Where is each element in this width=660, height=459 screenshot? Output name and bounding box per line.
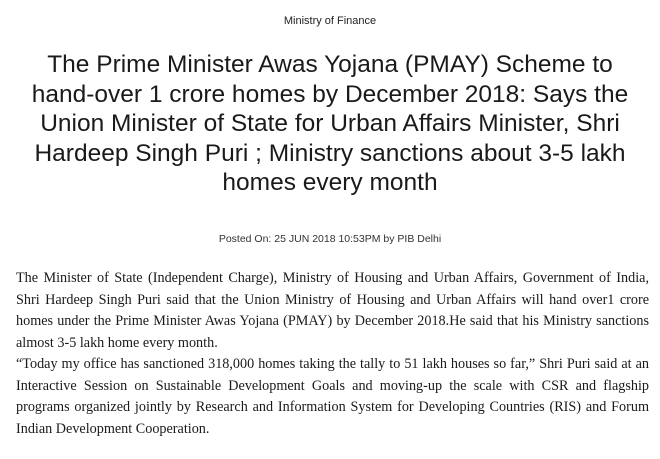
press-release-title: The Prime Minister Awas Yojana (PMAY) Scheme to hand-over 1 crore homes by December 2018: Says the Union Minister of State for Urban Affairs Minister, Shri Hardeep Singh Puri ; Ministry sanctions about 3-5 lakh homes every month (31, 51, 629, 196)
posted-date-line: Posted On: 25 JUN 2018 10:53PM by PIB Delhi (218, 233, 442, 245)
article-paragraph: The Minister of State (Independent Charge), Ministry of Housing and Urban Affairs, Government of India, Shri Hardeep Singh Puri said that the Union Ministry of Housing and Urban Affairs will hand over1 crore homes under the Prime Minister Awas Yojana (PMAY) by December 2018.He said that his Ministry sanctions almost 3-5 lakh home every month. (16, 270, 649, 351)
article-body (16, 268, 649, 440)
article-paragraph: “Today my office has sanctioned 318,000 homes taking the tally to 51 lakh houses so far,” Shri Puri said at an Interactive Session on Sustainable Development Goals and moving-up the scale with CSR and flagship programs organized jointly by Research and Information System for Developing Countries (RIS) and Forum Indian Development Cooperation. (16, 356, 649, 437)
ministry-label: Ministry of Finance (283, 15, 377, 27)
